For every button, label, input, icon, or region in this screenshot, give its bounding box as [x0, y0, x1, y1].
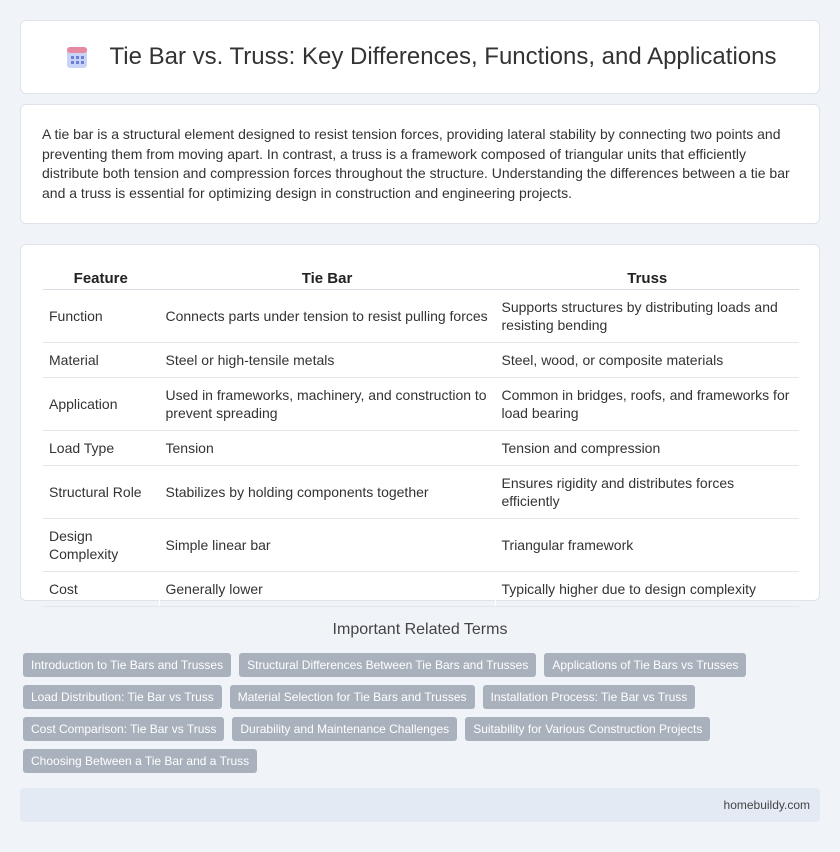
- tie-bar-cell: Connects parts under tension to resist pulling forces: [159, 290, 495, 343]
- header-truss: Truss: [495, 264, 799, 290]
- tie-bar-cell: Simple linear bar: [159, 519, 495, 572]
- comparison-table: [43, 264, 799, 607]
- feature-cell: Function: [43, 290, 159, 343]
- table-row: [43, 572, 799, 607]
- comparison-card: [20, 244, 820, 601]
- feature-cell: Material: [43, 343, 159, 378]
- related-terms-list: [23, 653, 813, 781]
- table-row: [43, 378, 799, 431]
- truss-cell: Typically higher due to design complexity: [495, 572, 799, 607]
- page-title: Tie Bar vs. Truss: Key Differences, Functions, and Applications: [109, 43, 777, 70]
- intro-text: A tie bar is a structural element designed to resist tension forces, providing lateral stability by connecting two points and preventing them from moving apart. In contrast, a truss is a framework composed of triangular units that efficiently distribute both tension and compression forces throughout the structure. Understanding the differences between a tie bar and a truss is essential for optimizing design in construction and engineering projects.: [42, 126, 790, 201]
- footer-site-link[interactable]: homebuildy.com: [723, 798, 810, 812]
- related-term-link[interactable]: Load Distribution: Tie Bar vs Truss: [23, 685, 222, 709]
- related-term-link[interactable]: Introduction to Tie Bars and Trusses: [23, 653, 231, 677]
- title-card: [20, 20, 820, 94]
- building-icon: [64, 44, 90, 70]
- table-row: [43, 466, 799, 519]
- footer: [20, 788, 820, 822]
- feature-cell: Load Type: [43, 431, 159, 466]
- tie-bar-cell: Stabilizes by holding components together: [159, 466, 495, 519]
- truss-cell: Steel, wood, or composite materials: [495, 343, 799, 378]
- related-term-link[interactable]: Durability and Maintenance Challenges: [232, 717, 457, 741]
- related-terms-title: Important Related Terms: [332, 621, 508, 638]
- truss-cell: Supports structures by distributing loads and resisting bending: [495, 290, 799, 343]
- truss-cell: Common in bridges, roofs, and frameworks for load bearing: [495, 378, 799, 431]
- table-row: [43, 519, 799, 572]
- tie-bar-cell: Generally lower: [159, 572, 495, 607]
- truss-cell: Ensures rigidity and distributes forces efficiently: [495, 466, 799, 519]
- feature-cell: Application: [43, 378, 159, 431]
- related-term-link[interactable]: Installation Process: Tie Bar vs Truss: [483, 685, 696, 709]
- feature-cell: Design Complexity: [43, 519, 159, 572]
- tie-bar-cell: Used in frameworks, machinery, and construction to prevent spreading: [159, 378, 495, 431]
- related-term-link[interactable]: Suitability for Various Construction Projects: [465, 717, 710, 741]
- related-term-link[interactable]: Structural Differences Between Tie Bars and Trusses: [239, 653, 536, 677]
- header-feature: Feature: [43, 264, 159, 290]
- related-term-link[interactable]: Choosing Between a Tie Bar and a Truss: [23, 749, 257, 773]
- tie-bar-cell: Steel or high-tensile metals: [159, 343, 495, 378]
- tie-bar-cell: Tension: [159, 431, 495, 466]
- feature-cell: Structural Role: [43, 466, 159, 519]
- related-term-link[interactable]: Applications of Tie Bars vs Trusses: [544, 653, 746, 677]
- related-term-link[interactable]: Cost Comparison: Tie Bar vs Truss: [23, 717, 224, 741]
- table-header-row: [43, 264, 799, 290]
- feature-cell: Cost: [43, 572, 159, 607]
- table-row: [43, 290, 799, 343]
- header-tie-bar: Tie Bar: [159, 264, 495, 290]
- truss-cell: Triangular framework: [495, 519, 799, 572]
- truss-cell: Tension and compression: [495, 431, 799, 466]
- related-term-link[interactable]: Material Selection for Tie Bars and Trusses: [230, 685, 475, 709]
- intro-card: [20, 104, 820, 224]
- table-row: [43, 343, 799, 378]
- table-row: [43, 431, 799, 466]
